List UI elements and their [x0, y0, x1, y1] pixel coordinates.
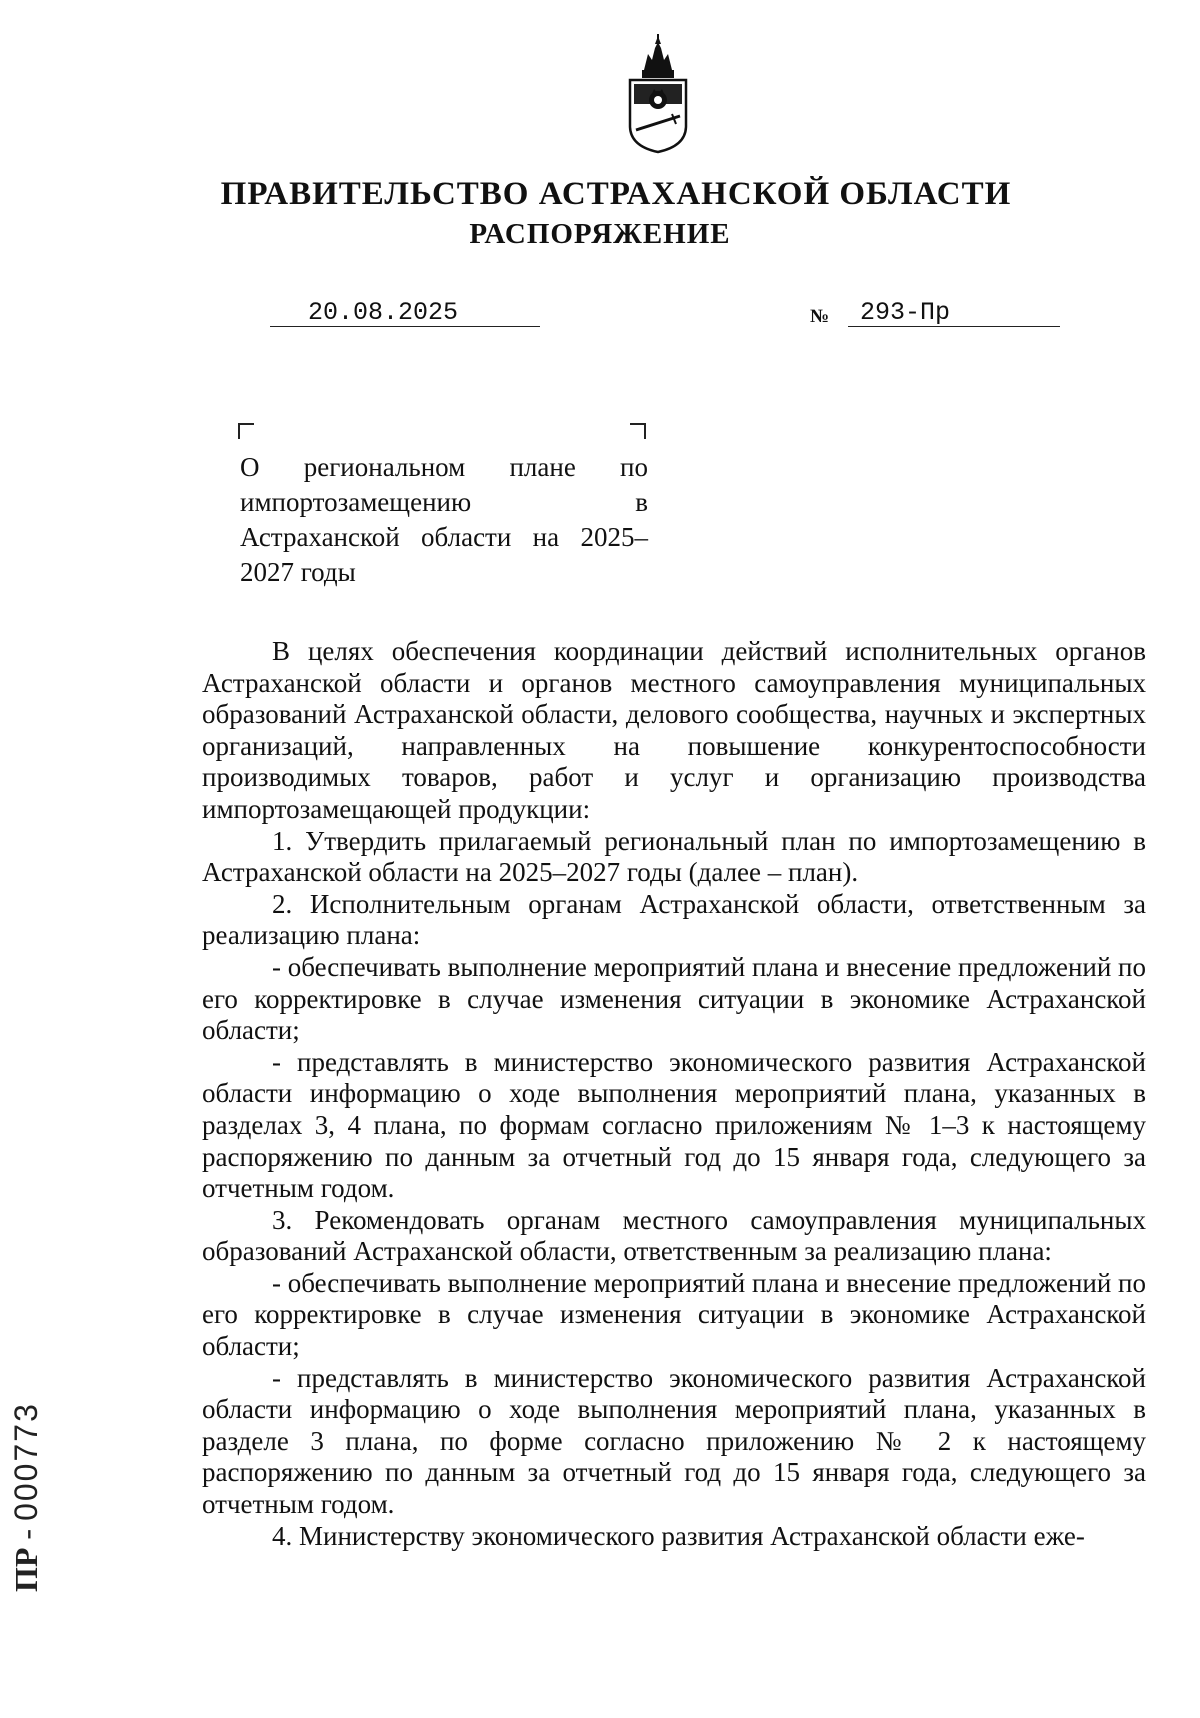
number-field: [848, 300, 1060, 327]
document-number: 293-Пр: [860, 298, 951, 327]
body-paragraph: - обеспечивать выполнение мероприятий плана и внесение предложений по его корректировке в случае изменения ситуации в экономике Астраханской области;: [202, 951, 1146, 1046]
stamp-prefix: ПР: [8, 1547, 44, 1592]
document-body: [202, 636, 1146, 1552]
registration-stamp: [8, 1402, 45, 1592]
date-field: [270, 300, 540, 327]
subject-bracket-left: [238, 423, 254, 439]
body-paragraph: 1. Утвердить прилагаемый региональный план по импортозамещению в Астраханской области на 2025–2027 годы (далее – план).: [202, 825, 1146, 888]
body-paragraph: - представлять в министерство экономического развития Астраханской области информацию о ходе выполнения мероприятий плана, указанных в разделе 3 плана, по форме согласно приложению № 2 к настоящему распоряжению по данным за отчетный год до 15 января года, следующего за отчетным годом.: [202, 1362, 1146, 1520]
body-paragraph: - представлять в министерство экономического развития Астраханской области информацию о ходе выполнения мероприятий плана, указанных в разделах 3, 4 плана, по формам согласно приложениям № 1–3 к настоящему распоряжению по данным за отчетный год до 15 января года, следующего за отчетным годом.: [202, 1046, 1146, 1204]
document-subject: О региональном плане по импортозамещению в Астраханской области на 2025–2027 годы: [240, 452, 648, 587]
body-paragraph: - обеспечивать выполнение мероприятий плана и внесение предложений по его корректировке в случае изменения ситуации в экономике Астраханской области;: [202, 1267, 1146, 1362]
government-title: ПРАВИТЕЛЬСТВО АСТРАХАНСКОЙ ОБЛАСТИ: [220, 176, 1012, 212]
number-sign: №: [810, 306, 830, 327]
body-paragraph: В целях обеспечения координации действий исполнительных органов Астраханской области и органов местного самоуправления муниципальных образований Астраханской области, делового сообщества, научных и экспертных организаций, направленных на повышение конкурентоспособности производимых товаров, работ и услуг и организацию производства импортозамещающей продукции:: [202, 636, 1146, 824]
subject-bracket-right: [630, 423, 646, 439]
document-type: РАСПОРЯЖЕНИЕ: [469, 218, 731, 250]
body-paragraph: 4. Министерству экономического развития Астраханской области еже-: [272, 1520, 1085, 1551]
stamp-number: 000773: [8, 1402, 44, 1521]
body-paragraph: 2. Исполнительным органам Астраханской области, ответственным за реализацию плана:: [202, 888, 1146, 951]
body-paragraph: 3. Рекомендовать органам местного самоуправления муниципальных образований Астраханской области, ответственным за реализацию плана:: [202, 1204, 1146, 1267]
stamp-separator: -: [8, 1528, 44, 1540]
document-date: 20.08.2025: [308, 298, 459, 327]
coat-of-arms-icon: [622, 34, 694, 154]
